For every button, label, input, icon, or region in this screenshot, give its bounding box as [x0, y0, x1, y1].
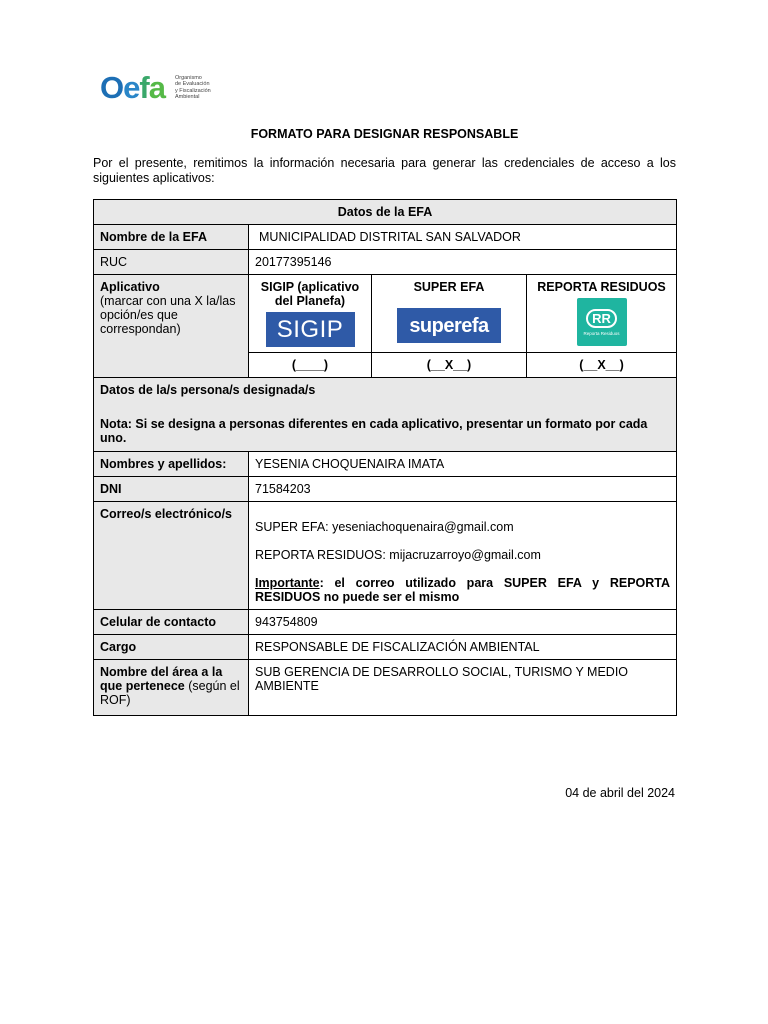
oefa-logo-word [100, 72, 165, 103]
document-title: FORMATO PARA DESIGNAR RESPONSABLE [250, 127, 519, 141]
email-row [94, 502, 677, 610]
logo-letter-o: O [100, 70, 124, 105]
names-value: YESENIA CHOQUENAIRA IMATA [249, 452, 677, 477]
efa-name-row [94, 225, 677, 250]
efa-section-header: Datos de la EFA [94, 200, 677, 225]
app-label-cell [94, 275, 249, 378]
intro-paragraph: Por el presente, remitimos la información necesaria para generar las credenciales de acceso a los siguientes aplicativos: [93, 156, 676, 185]
document-date: 04 de abril del 2024 [565, 786, 675, 800]
oefa-logo [100, 72, 235, 103]
logo-letter-f: f [139, 70, 149, 105]
ruc-label: RUC [94, 250, 249, 275]
logo-letter-a: a [148, 70, 165, 105]
efa-name-label: Nombre de la EFA [94, 225, 249, 250]
role-label: Cargo [94, 635, 249, 660]
app-reporta-name: REPORTA RESIDUOS [537, 280, 666, 294]
efa-name-text: MUNICIPALIDAD DISTRITAL SAN SALVADOR [259, 230, 521, 244]
persons-header-row [94, 378, 677, 452]
app-row [94, 275, 677, 353]
logo-letter-e: e [123, 70, 140, 105]
logo-subtitle-line: y Fiscalización [174, 87, 211, 94]
reporta-residuos-logo [577, 298, 627, 346]
app-reporta-cell [527, 275, 677, 353]
app-sigip-name: SIGIP (aplicativo del Planefa) [260, 280, 360, 308]
dni-row [94, 477, 677, 502]
reporta-logo-mark: RR [586, 309, 617, 328]
email-reporta: REPORTA RESIDUOS: mijacruzarroyo@gmail.com [255, 548, 541, 562]
app-superefa-name: SUPER EFA [413, 280, 485, 294]
phone-row [94, 610, 677, 635]
ruc-value: 20177395146 [249, 250, 677, 275]
names-row [94, 452, 677, 477]
designation-form-table [93, 199, 677, 716]
ruc-row [94, 250, 677, 275]
phone-label: Celular de contacto [94, 610, 249, 635]
superefa-mark[interactable]: (__X__) [372, 353, 527, 378]
oefa-logo-subtitle [175, 75, 235, 101]
area-row [94, 660, 677, 716]
dni-value: 71584203 [249, 477, 677, 502]
persons-section-header: Datos de la/s persona/s designada/s [100, 383, 316, 397]
area-label-bold: Nombre del área a la que pertenece [100, 665, 223, 693]
logo-subtitle-line: de Evaluación [174, 81, 210, 87]
dni-label: DNI [94, 477, 249, 502]
app-hint: (marcar con una X la/las opción/es que correspondan) [100, 294, 236, 336]
role-value: RESPONSABLE DE FISCALIZACIÓN AMBIENTAL [249, 635, 677, 660]
superefa-logo: superefa [397, 308, 501, 343]
role-row [94, 635, 677, 660]
app-label: Aplicativo [100, 280, 160, 294]
reporta-mark[interactable]: (__X__) [527, 353, 677, 378]
efa-name-value [249, 225, 677, 250]
important-word: Importante [255, 576, 320, 590]
app-superefa-cell [372, 275, 527, 353]
logo-subtitle-line: Ambiental [174, 94, 200, 100]
sigip-logo: SIGIP [266, 312, 355, 347]
phone-value: 943754809 [249, 610, 677, 635]
important-text: : el correo utilizado para SUPER EFA y REPORTA RESIDUOS no puede ser el mismo [255, 576, 671, 604]
persons-note: Nota: Si se designa a personas diferentes en cada aplicativo, presentar un formato por cada uno. [100, 417, 648, 445]
logo-subtitle-line: Organismo [174, 74, 202, 81]
persons-section [94, 378, 677, 452]
area-value: SUB GERENCIA DE DESARROLLO SOCIAL, TURISMO Y MEDIO AMBIENTE [249, 660, 677, 716]
area-label-rest: (según el ROF) [100, 679, 240, 707]
email-label: Correo/s electrónico/s [94, 502, 249, 610]
area-label [94, 660, 249, 716]
efa-header-row [94, 200, 677, 225]
email-values [249, 502, 677, 610]
names-label: Nombres y apellidos: [94, 452, 249, 477]
email-important-note [255, 576, 670, 604]
app-sigip-cell [249, 275, 372, 353]
reporta-logo-caption: Reporta Residuos [583, 330, 620, 336]
sigip-mark[interactable]: (____) [249, 353, 372, 378]
email-superefa: SUPER EFA: yeseniachoquenaira@gmail.com [255, 520, 514, 534]
